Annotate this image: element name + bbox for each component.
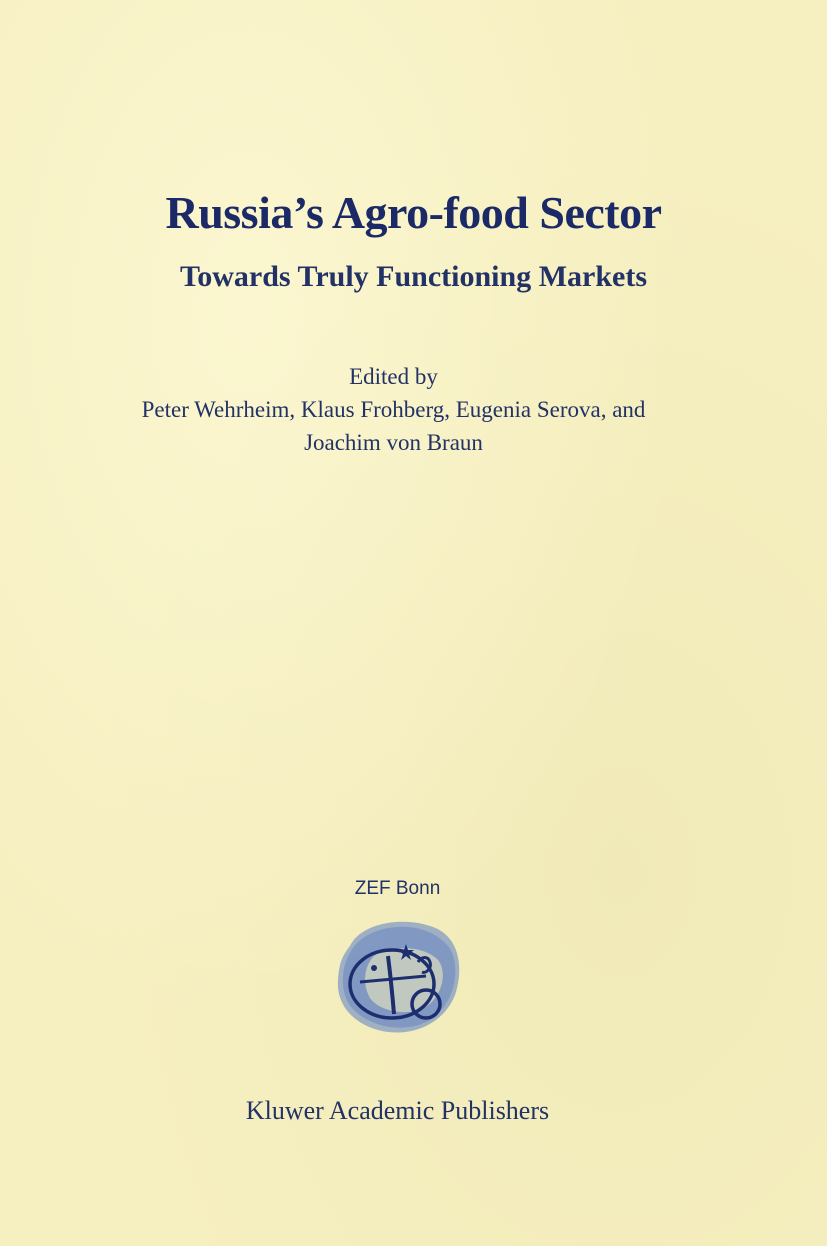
zef-logo-icon: [330, 916, 466, 1038]
publisher-name: Kluwer Academic Publishers: [245, 1096, 550, 1125]
book-subtitle: Towards Truly Functioning Markets: [179, 260, 647, 293]
series-name: ZEF Bonn: [354, 878, 441, 899]
edited-by-label: Edited by: [349, 364, 438, 389]
editors-line-2: Joachim von Braun: [304, 430, 483, 455]
book-title: Russia’s Agro-food Sector: [165, 187, 662, 238]
editors-line-1: Peter Wehrheim, Klaus Frohberg, Eugenia Serova, and: [141, 397, 646, 422]
